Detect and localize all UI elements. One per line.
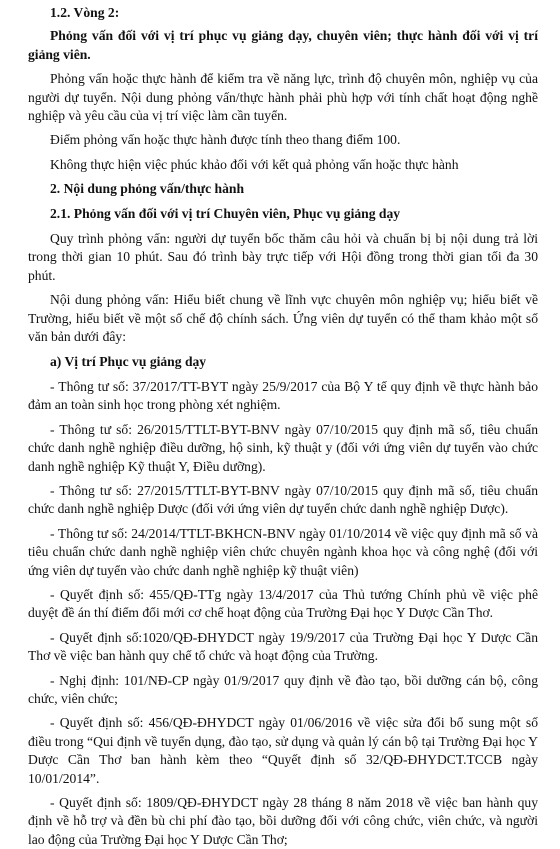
- paragraph-score-scale: Điểm phỏng vấn hoặc thực hành được tính theo thang điểm 100.: [50, 132, 401, 148]
- list-item-circular-27: - Thông tư số: 27/2015/TTLT-BYT-BNV ngày 07/10/2015 quy định mã số, tiêu chuẩn chức danh nghề nghiệp Dược (đối với ứng viên dự tuyển chức danh nghề nghiệp Dược).: [28, 482, 538, 517]
- list-item-circular-24: - Thông tư số: 24/2014/TTLT-BKHCN-BNV ngày 01/10/2014 về việc quy định mã số và tiêu chuẩn chức danh nghề nghiệp viên chức chuyên ngành khoa học và công nghệ (đối với ứng viên dự tuyển vào chức danh nghề nghiệp kỹ thuật viên): [28, 525, 538, 578]
- paragraph-interview-process: Quy trình phỏng vấn: người dự tuyển bốc thăm câu hỏi và chuẩn bị bị nội dung trả lời trong thời gian 10 phút. Sau đó trình bày trực tiếp với Hội đồng trong thời gian tối đa 30 phút.: [28, 231, 538, 283]
- list-item-decision-455: - Quyết định số: 455/QĐ-TTg ngày 13/4/2017 của Thủ tướng Chính phủ về việc phê duyệt đề án thí điểm đổi mới cơ chế hoạt động của Trường Đại học Y Dược Cần Thơ.: [28, 586, 538, 621]
- list-item-decision-1020: - Quyết định số:1020/QĐ-ĐHYDCT ngày 19/9/2017 của Trường Đại học Y Dược Cần Thơ về việc ban hành quy chế tổ chức và hoạt động của Trường.: [28, 629, 538, 664]
- list-item-circular-37: - Thông tư số: 37/2017/TT-BYT ngày 25/9/2017 của Bộ Y tế quy định về thực hành bảo đảm an toàn sinh học trong phòng xét nghiệm.: [28, 378, 538, 413]
- round-2-subheading: Phỏng vấn đối với vị trí phục vụ giảng dạy, chuyên viên; thực hành đối với vị trí giảng viên.: [28, 28, 538, 62]
- list-item-decision-1809: - Quyết định số: 1809/QĐ-ĐHYDCT ngày 28 tháng 8 năm 2018 về việc ban hành quy định về hỗ trợ và đền bù chi phí đào tạo, bồi dưỡng đối với công chức, viên chức, và người lao động của Trường Đại học Y Dược Cần Thơ;: [28, 795, 538, 847]
- paragraph-interview-purpose: Phỏng vấn hoặc thực hành để kiểm tra về năng lực, trình độ chuyên môn, nghiệp vụ của người dự tuyển. Nội dung phỏng vấn/thực hành phải phù hợp với tính chất hoạt động nghề nghiệp và yêu cầu của vị trí việc làm cần tuyển.: [28, 71, 538, 124]
- list-item-circular-26: - Thông tư số: 26/2015/TTLT-BYT-BNV ngày 07/10/2015 quy định mã số, tiêu chuẩn chức danh nghề nghiệp điều dưỡng, hộ sinh, kỹ thuật y (đối với ứng viên dự tuyển vào chức danh nghề nghiệp Kỹ thuật Y, Điều dưỡng).: [28, 421, 538, 474]
- paragraph-no-appeal: Không thực hiện việc phúc khảo đối với kết quả phỏng vấn hoặc thực hành: [50, 156, 459, 172]
- subheading-teaching-support: a) Vị trí Phục vụ giảng dạy: [50, 353, 207, 369]
- section-heading-interview-content: 2. Nội dung phỏng vấn/thực hành: [50, 181, 245, 197]
- section-heading-round-2: 1.2. Vòng 2:: [50, 5, 120, 20]
- list-item-decision-456: - Quyết định số: 456/QĐ-ĐHYDCT ngày 01/06/2016 về việc sửa đổi bổ sung một số điều trong “Qui định về tuyển dụng, đào tạo, sử dụng và quản lý cán bộ tại Trường Đại học Y Dược Cần Thơ ban hành kèm theo “Quyết định số 32/QĐ-ĐHYDCT.TCCB ngày 10/01/2014”.: [28, 715, 538, 786]
- paragraph-interview-content: Nội dung phỏng vấn: Hiểu biết chung về lĩnh vực chuyên môn nghiệp vụ; hiểu biết về Trường, hiểu biết về một số chế độ chính sách. Ứng viên dự tuyển có thể tham khảo một số văn bản dưới đây:: [28, 292, 538, 345]
- subsection-heading-2-1: 2.1. Phỏng vấn đối với vị trí Chuyên viên, Phục vụ giảng dạy: [50, 205, 401, 221]
- list-item-decree-101: - Nghị định: 101/NĐ-CP ngày 01/9/2017 quy định về đào tạo, bồi dưỡng cán bộ, công chức, viên chức;: [28, 672, 538, 706]
